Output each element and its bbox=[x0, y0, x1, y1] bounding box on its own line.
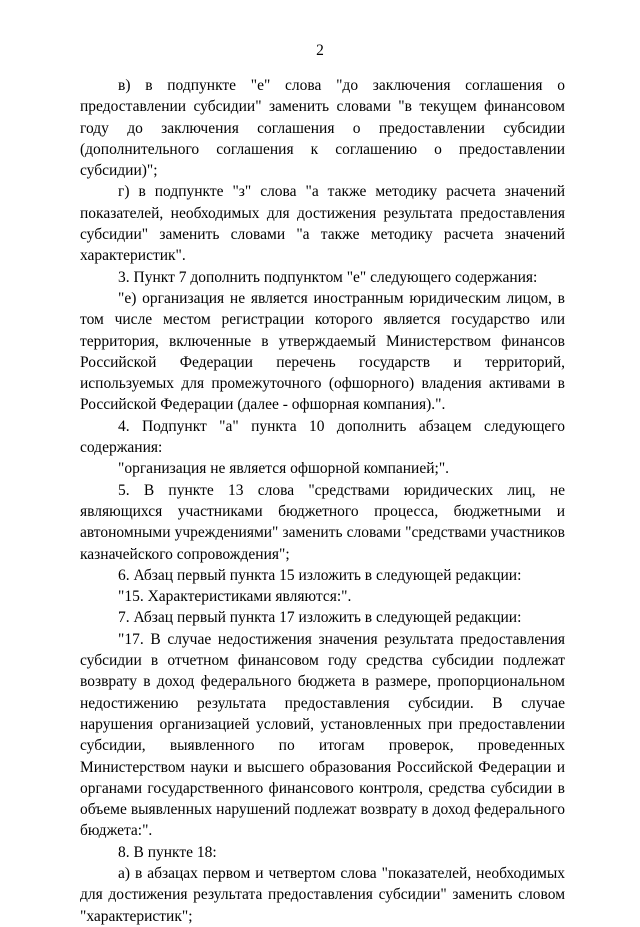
paragraph-item-8: 8. В пункте 18: bbox=[118, 843, 217, 861]
paragraph-item-6-text: "15. Характеристиками являются:". bbox=[118, 588, 352, 606]
paragraph-item-7-text: "17. В случае недостижения значения результата предоставления субсидии в отчетном финансовом году средства субсидии подлежат возврату в доход федерального бюджета в размере, пропорциональном недостижению результата предоставления субсидии. В случае нарушения организацией условий, установленных при предоставлении субсидии, выявленного по итогам проверок, проведенных Министерством науки и высшего образования Российской Федерации и органами государственного финансового контроля, средства субсидии в объеме выявленных нарушений подлежат возврату в доход федерального бюджета:". bbox=[80, 630, 565, 840]
paragraph-item-8-subitem-a: а) в абзацах первом и четвертом слова "показателей, необходимых для достижения результата предоставления субсидии" заменить словом "характеристик"; bbox=[80, 864, 565, 925]
document-body bbox=[80, 75, 565, 927]
paragraph-item-4: 4. Подпункт "а" пункта 10 дополнить абзацем следующего содержания: bbox=[80, 417, 565, 457]
paragraph-item-4-text: "организация не является офшорной компанией;". bbox=[118, 460, 450, 478]
paragraph-item-7: 7. Абзац первый пункта 17 изложить в следующей редакции: bbox=[118, 609, 522, 627]
paragraph-item-5: 5. В пункте 13 слова "средствами юридических лиц, не являющихся участниками бюджетного процесса, бюджетными и автономными учреждениями" заменить словами "средствами участников казначейского сопровождения"; bbox=[80, 481, 565, 563]
paragraph-item-6: 6. Абзац первый пункта 15 изложить в следующей редакции: bbox=[118, 566, 522, 584]
paragraph-subitem-v: в) в подпункте "е" слова "до заключения соглашения о предоставлении субсидии" заменить словами "в текущем финансовом году до заключения соглашения о предоставлении субсидии (дополнительного соглашения к соглашению о предоставлении субсидии)"; bbox=[80, 77, 565, 180]
page-number: 2 bbox=[316, 42, 324, 59]
paragraph-item-3-text: "е) организация не является иностранным юридическим лицом, в том числе местом регистрации которого является государство или территория, включенные в утверждаемый Министерством финансов Российской Федерации перечень государств и территорий, используемых для промежуточного (офшорного) владения активами в Российской Федерации (далее - офшорная компания).". bbox=[80, 289, 565, 414]
paragraph-subitem-g: г) в подпункте "з" слова "а также методику расчета значений показателей, необходимых для достижения результата предоставления субсидии" заменить словами "а также методику расчета значений характеристик". bbox=[80, 183, 565, 265]
paragraph-item-3: 3. Пункт 7 дополнить подпунктом "е" следующего содержания: bbox=[118, 268, 538, 286]
